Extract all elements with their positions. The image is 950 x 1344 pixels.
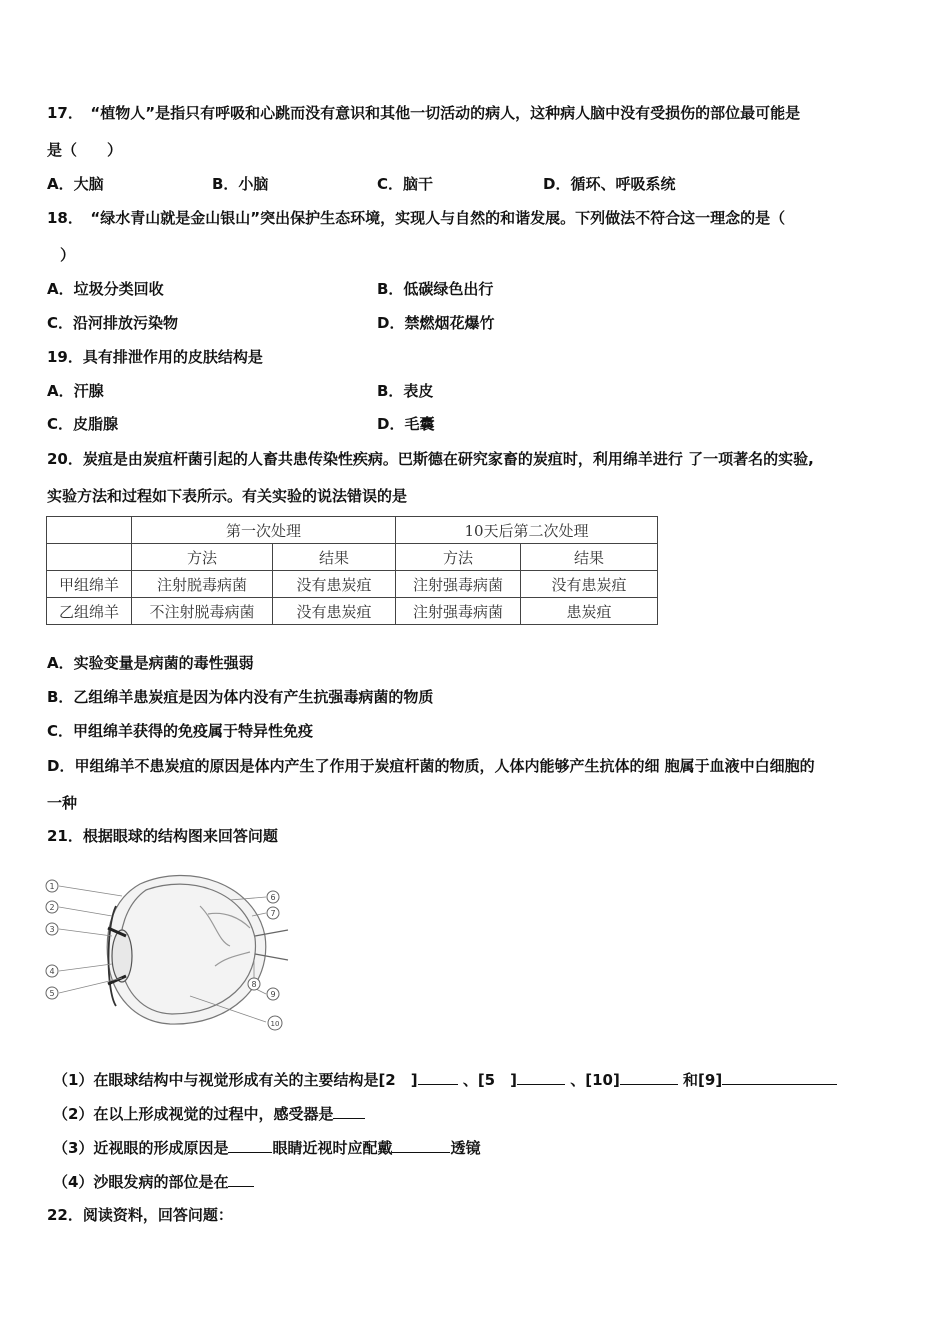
q17-stem-line2: 是（ ）: [47, 141, 123, 159]
table-cell: 没有患炭疽: [273, 598, 396, 625]
table-group-header-2: 10天后第二次处理: [396, 517, 658, 544]
svg-text:4: 4: [49, 967, 55, 976]
answer-blank[interactable]: [418, 1068, 458, 1085]
q17-option-b: B．小脑: [212, 175, 269, 193]
q18-option-c: C．沿河排放污染物: [47, 314, 179, 332]
svg-text:8: 8: [251, 980, 257, 989]
answer-blank[interactable]: [228, 1136, 272, 1153]
experiment-table: [46, 516, 658, 625]
q21-sub3-prefix: （3）近视眼的形成原因是: [53, 1139, 229, 1157]
table-cell: 甲组绵羊: [47, 571, 132, 598]
table-corner-cell: [47, 544, 132, 571]
eye-label-6: [267, 891, 279, 903]
q21-sub4: [53, 1170, 254, 1192]
q20-option-a: A．实验变量是病菌的毒性强弱: [47, 654, 254, 672]
table-subheader: 方法: [396, 544, 521, 571]
eye-label-1: [46, 880, 58, 892]
q20-option-b: B．乙组绵羊患炭疽是因为体内没有产生抗强毒病菌的物质: [47, 688, 434, 706]
answer-blank[interactable]: [228, 1170, 254, 1187]
q19-stem: 19．具有排泄作用的皮肤结构是: [47, 348, 263, 366]
q20-stem-line1: 20．炭疽是由炭疽杆菌引起的人畜共患传染性疾病。巴斯德在研究家畜的炭疽时，利用绵羊进行 了一项著名的实验,: [47, 450, 814, 468]
table-row: [47, 598, 658, 625]
q21-sub4-text: （4）沙眼发病的部位是在: [53, 1173, 229, 1191]
svg-text:10: 10: [270, 1020, 280, 1028]
table-cell: 患炭疽: [521, 598, 658, 625]
table-cell: 注射强毒病菌: [396, 598, 521, 625]
q17-option-a: A．大脑: [47, 175, 104, 193]
eye-label-3: [46, 923, 58, 935]
q21-sub1-mid1: 、[5 ]: [462, 1071, 517, 1089]
eye-label-4: [46, 965, 58, 977]
q21-stem: 21．根据眼球的结构图来回答问题: [47, 827, 278, 845]
q18-option-d: D．禁燃烟花爆竹: [377, 314, 495, 332]
q17-option-d: D．循环、呼吸系统: [543, 175, 676, 193]
q19-option-b: B．表皮: [377, 382, 434, 400]
q20-option-d: D．甲组绵羊不患炭疽的原因是体内产生了作用于炭疽杆菌的物质，人体内能够产生抗体的细 胞属于血液中白细胞的: [47, 757, 815, 775]
eye-label-5: [46, 987, 58, 999]
answer-blank[interactable]: [517, 1068, 565, 1085]
table-subheader: 结果: [273, 544, 396, 571]
q20-option-d-cont: 一种: [47, 794, 78, 812]
q17-stem-line1: 17． “植物人”是指只有呼吸和心跳而没有意识和其他一切活动的病人，这种病人脑中没有受损伤的部位最可能是: [47, 104, 801, 122]
eye-diagram: [40, 866, 300, 1036]
q17-option-c: C．脑干: [377, 175, 434, 193]
table-subheader: 方法: [132, 544, 273, 571]
table-cell: 没有患炭疽: [521, 571, 658, 598]
q18-option-a: A．垃圾分类回收: [47, 280, 164, 298]
q21-sub1-mid3: 和[9]: [683, 1071, 723, 1089]
table-cell: 没有患炭疽: [273, 571, 396, 598]
svg-text:7: 7: [270, 909, 276, 918]
q18-stem-line2: ）: [60, 246, 76, 264]
table-cell: 注射脱毒病菌: [132, 571, 273, 598]
q20-option-c: C．甲组绵羊获得的免疫属于特异性免疫: [47, 722, 314, 740]
answer-blank[interactable]: [620, 1068, 678, 1085]
q21-sub1-prefix: （1）在眼球结构中与视觉形成有关的主要结构是[2 ]: [53, 1071, 418, 1089]
eye-label-9: [267, 988, 279, 1000]
q19-option-d: D．毛囊: [377, 415, 435, 433]
eye-label-10: [268, 1016, 282, 1030]
answer-blank[interactable]: [722, 1068, 837, 1085]
answer-blank[interactable]: [392, 1136, 450, 1153]
table-header-row: [47, 517, 658, 544]
lens: [112, 930, 132, 982]
q21-sub2-text: （2）在以上形成视觉的过程中，感受器是: [53, 1105, 334, 1123]
q22-stem: 22．阅读资料，回答问题：: [47, 1206, 233, 1224]
eye-label-2: [46, 901, 58, 913]
q19-option-a: A．汗腺: [47, 382, 104, 400]
svg-text:5: 5: [49, 989, 55, 998]
q20-stem-line2: 实验方法和过程如下表所示。有关实验的说法错误的是: [47, 487, 408, 505]
svg-text:1: 1: [49, 882, 55, 891]
svg-text:9: 9: [270, 990, 276, 999]
q21-sub3-suffix: 透镜: [450, 1139, 481, 1157]
eye-label-7: [267, 907, 279, 919]
q21-sub3-mid: 眼睛近视时应配戴: [272, 1139, 393, 1157]
svg-text:2: 2: [49, 903, 55, 912]
table-cell: 注射强毒病菌: [396, 571, 521, 598]
q21-sub2: [53, 1102, 365, 1124]
q18-stem-line1: 18． “绿水青山就是金山银山”突出保护生态环境，实现人与自然的和谐发展。下列做法不符合这一理念的是（: [47, 209, 786, 227]
svg-text:3: 3: [49, 925, 55, 934]
eye-label-8: [248, 978, 260, 990]
svg-text:6: 6: [270, 893, 276, 902]
table-cell: 乙组绵羊: [47, 598, 132, 625]
q21-sub3: [53, 1136, 480, 1158]
table-cell: 不注射脱毒病菌: [132, 598, 273, 625]
answer-blank[interactable]: [333, 1102, 365, 1119]
table-group-header-1: 第一次处理: [132, 517, 396, 544]
table-subheader: 结果: [521, 544, 658, 571]
q18-option-b: B．低碳绿色出行: [377, 280, 494, 298]
table-corner-cell: [47, 517, 132, 544]
q21-sub1-mid2: 、[10]: [570, 1071, 620, 1089]
q21-sub1: [53, 1068, 837, 1090]
table-row: [47, 571, 658, 598]
q19-option-c: C．皮脂腺: [47, 415, 119, 433]
table-subheader-row: [47, 544, 658, 571]
